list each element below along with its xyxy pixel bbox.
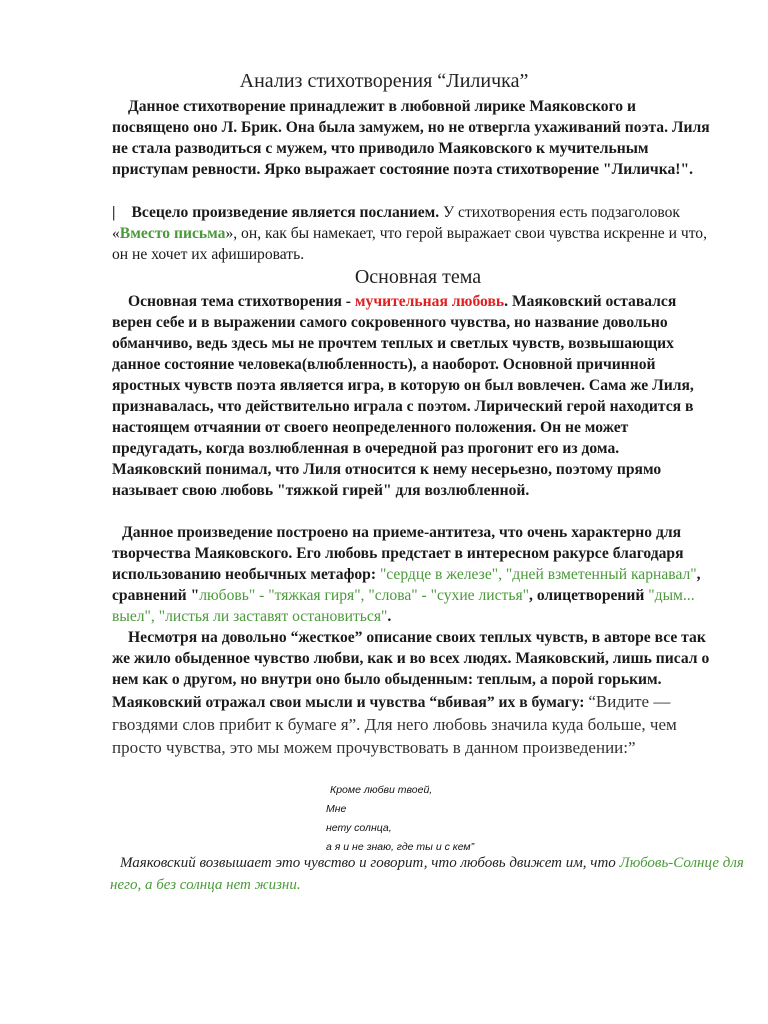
- antithesis-lead: Данное произведение построено на приеме-антитеза, что очень характерно для творчества Маяковского. Его любовь предстает в интересном ракурсе благодаря использованию необычных метафор:: [112, 524, 684, 583]
- poem-line: нету солнца,: [326, 822, 392, 834]
- theme-paragraph-3: [112, 627, 712, 759]
- theme-paragraph-2: [112, 522, 712, 627]
- text-cursor-mark: |: [112, 204, 116, 221]
- theme-body: . Маяковский оставался верен себе и в выражении самого сокровенного чувства, но название довольно обманчиво, ведь здесь мы не прочтем теплых и светлых чувств, возвышающих данное состояние человека(влюбленность), а наоборот. Основной причинной яростных чувств поэта является игра, в которую он был вовлечен. Сама же Лиля, признавалась, что действительно играла с поэтом. Лирический герой находится в настоящем отчаянии от своего неопределенного положения. Он не может предугадать, когда возлюбленная в очередной раз прогонит его из дома. Маяковский понимал, что Лиля относится к нему несерьезно, поэтому прямо называет свою любовь "тяжкой гирей" для возлюбленной.: [112, 293, 694, 499]
- feelings-text: Несмотря на довольно “жесткое” описание своих теплых чувств, в авторе все так же жило обыденное чувство любви, как и во всех людях. Маяковский, лишь писал о нем как о другом, но внутри оно было обыденным: теплым, а порой горьким. Маяковский отражал свои мысли и чувства “вбивая” их в бумагу:: [112, 629, 710, 711]
- comparisons-lead: , сравнений ": [112, 566, 701, 604]
- personification-lead: , олицетворений: [529, 587, 649, 604]
- antithesis-end: .: [387, 608, 392, 625]
- poem-line: Кроме любви твоей,: [330, 784, 433, 796]
- final-paragraph: [110, 852, 750, 896]
- poem-line: а я и не знаю, где ты и с кем”: [326, 841, 475, 853]
- comparisons-highlight: любовь" - "тяжкая гиря", "слова" - "сухие листья": [199, 587, 530, 604]
- personification-highlight: "дым... выел", "листья ли заставят остановиться": [112, 587, 695, 625]
- metaphors-highlight: "сердце в железе", "дней взметенный карнавал": [379, 566, 697, 583]
- poem-excerpt: [326, 781, 474, 857]
- poem-line: Мне: [326, 803, 347, 815]
- intro-bold-sentence: Всецело произведение является посланием.: [131, 204, 440, 221]
- section-heading: Основная тема: [354, 266, 482, 288]
- final-highlight: Любовь-Солнце для него, а без солнца нет жизни.: [110, 855, 744, 893]
- intro-text: Данное стихотворение принадлежит в любовной лирике Маяковского и посвящено оно Л. Брик. Она была замужем, но не отвергла ухаживаний поэта. Лиля не стала разводиться с мужем, что приводило Маяковского к мучительным приступам ревности. Ярко выражает состояние поэта стихотворение "Лиличка!".: [112, 98, 710, 178]
- intro-paragraph-2: [112, 202, 712, 265]
- final-text: Маяковский возвышает это чувство и говорит, что любовь движет им, что: [120, 855, 620, 871]
- intro-paragraph: [112, 96, 712, 180]
- subtitle-highlight: Вместо письма: [119, 225, 226, 242]
- theme-paragraph-1: [112, 291, 712, 501]
- quote-text: “Видите —гвоздями слов прибит к бумаге я”. Для него любовь значила куда больше, чем просто чувства, это мы можем прочувствовать в данном произведении:”: [112, 692, 677, 757]
- theme-highlight: мучительная любовь: [354, 293, 505, 310]
- intro-subtitle-tail: », он, как бы намекает, что герой выражает свои чувства искренне и что, он не хочет их афишировать.: [112, 225, 707, 263]
- theme-lead: Основная тема стихотворения -: [128, 293, 355, 310]
- intro-subtitle-lead: У стихотворения есть подзаголовок «: [112, 204, 681, 242]
- document-title: Анализ стихотворения “Лиличка”: [239, 70, 529, 92]
